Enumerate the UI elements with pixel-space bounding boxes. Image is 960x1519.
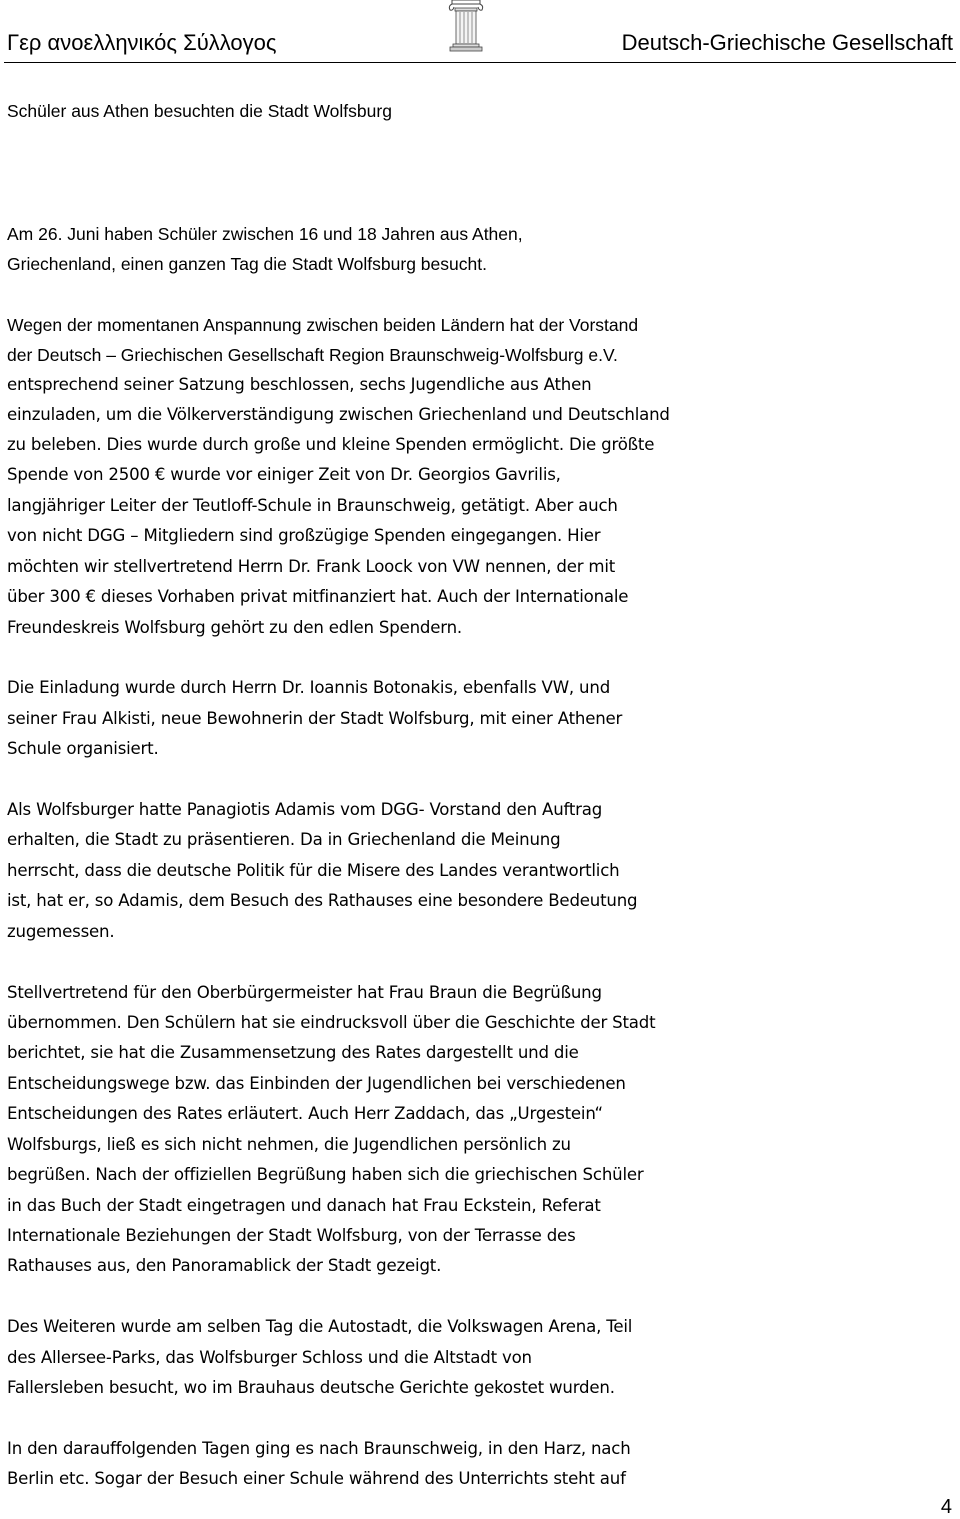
body-line: Stellvertretend für den Oberbürgermeister hat Frau Braun die Begrüßung [7, 983, 602, 1002]
body-line: Als Wolfsburger hatte Panagiotis Adamis vom DGG- Vorstand den Auftrag [7, 800, 603, 819]
greek-column-icon [446, 0, 486, 52]
header-german-title: Deutsch-Griechische Gesellschaft [621, 30, 953, 55]
header-divider [4, 62, 956, 63]
body-line: entsprechend seiner Satzung beschlossen, sechs Jugendliche aus Athen [7, 375, 592, 394]
body-line: Am 26. Juni haben Schüler zwischen 16 und 18 Jahren aus Athen, [7, 224, 523, 244]
body-line: Des Weiteren wurde am selben Tag die Autostadt, die Volkswagen Arena, Teil [7, 1317, 633, 1336]
body-line: seiner Frau Alkisti, neue Bewohnerin der Stadt Wolfsburg, mit einer Athener [7, 709, 623, 728]
body-line: ist, hat er, so Adamis, dem Besuch des Rathauses eine besondere Bedeutung [7, 891, 638, 910]
body-line: Wegen der momentanen Anspannung zwischen beiden Ländern hat der Vorstand [7, 315, 639, 335]
body-line: möchten wir stellvertretend Herrn Dr. Frank Loock von VW nennen, der mit [7, 557, 616, 576]
body-line: Wolfsburgs, ließ es sich nicht nehmen, die Jugendlichen persönlich zu [7, 1135, 571, 1154]
body-line: des Allersee-Parks, das Wolfsburger Schloss und die Altstadt von [7, 1348, 532, 1367]
body-line: herrscht, dass die deutsche Politik für die Misere des Landes verantwortlich [7, 861, 620, 880]
body-line: der Deutsch – Griechischen Gesellschaft Region Braunschweig-Wolfsburg e.V. [7, 345, 618, 365]
body-line: Griechenland, einen ganzen Tag die Stadt Wolfsburg besucht. [7, 254, 487, 274]
body-line: Die Einladung wurde durch Herrn Dr. Ioannis Botonakis, ebenfalls VW, und [7, 678, 611, 697]
body-line: über 300 € dieses Vorhaben privat mitfinanziert hat. Auch der Internationale [7, 587, 629, 606]
body-line: Freundeskreis Wolfsburg gehört zu den edlen Spendern. [7, 618, 462, 637]
page-number: 4 [940, 1496, 952, 1518]
body-line: erhalten, die Stadt zu präsentieren. Da in Griechenland die Meinung [7, 830, 561, 849]
page-header [0, 0, 960, 66]
body-line: langjähriger Leiter der Teutloff-Schule in Braunschweig, getätigt. Aber auch [7, 496, 618, 515]
body-line: zugemessen. [7, 922, 115, 941]
body-line: begrüßen. Nach der offiziellen Begrüßung haben sich die griechischen Schüler [7, 1165, 644, 1184]
body-line: Fallersleben besucht, wo im Brauhaus deutsche Gerichte gekostet wurden. [7, 1378, 615, 1397]
body-line: Schule organisiert. [7, 739, 159, 758]
body-line: In den darauffolgenden Tagen ging es nach Braunschweig, in den Harz, nach [7, 1439, 631, 1458]
body-line: Spende von 2500 € wurde vor einiger Zeit von Dr. Georgios Gavrilis, [7, 465, 561, 484]
body-line: Internationale Beziehungen der Stadt Wolfsburg, von der Terrasse des [7, 1226, 576, 1245]
body-line: Entscheidungen des Rates erläutert. Auch Herr Zaddach, das „Urgestein“ [7, 1104, 603, 1123]
body-line: in das Buch der Stadt eingetragen und danach hat Frau Eckstein, Referat [7, 1196, 601, 1215]
body-line: von nicht DGG – Mitgliedern sind großzügige Spenden eingegangen. Hier [7, 526, 601, 545]
header-greek-title: Γερ ανοελληνικός Σύλλογος [7, 30, 277, 55]
body-line: übernommen. Den Schülern hat sie eindrucksvoll über die Geschichte der Stadt [7, 1013, 656, 1032]
body-line: berichtet, sie hat die Zusammensetzung des Rates dargestellt und die [7, 1043, 579, 1062]
body-line: Rathauses aus, den Panoramablick der Stadt gezeigt. [7, 1256, 442, 1275]
body-line: einzuladen, um die Völkerverständigung zwischen Griechenland und Deutschland [7, 405, 670, 424]
body-line: zu beleben. Dies wurde durch große und kleine Spenden ermöglicht. Die größte [7, 435, 655, 454]
body-line: Entscheidungswege bzw. das Einbinden der Jugendlichen bei verschiedenen [7, 1074, 626, 1093]
article-title: Schüler aus Athen besuchten die Stadt Wolfsburg [7, 101, 392, 121]
body-line: Berlin etc. Sogar der Besuch einer Schule während des Unterrichts steht auf [7, 1469, 626, 1488]
